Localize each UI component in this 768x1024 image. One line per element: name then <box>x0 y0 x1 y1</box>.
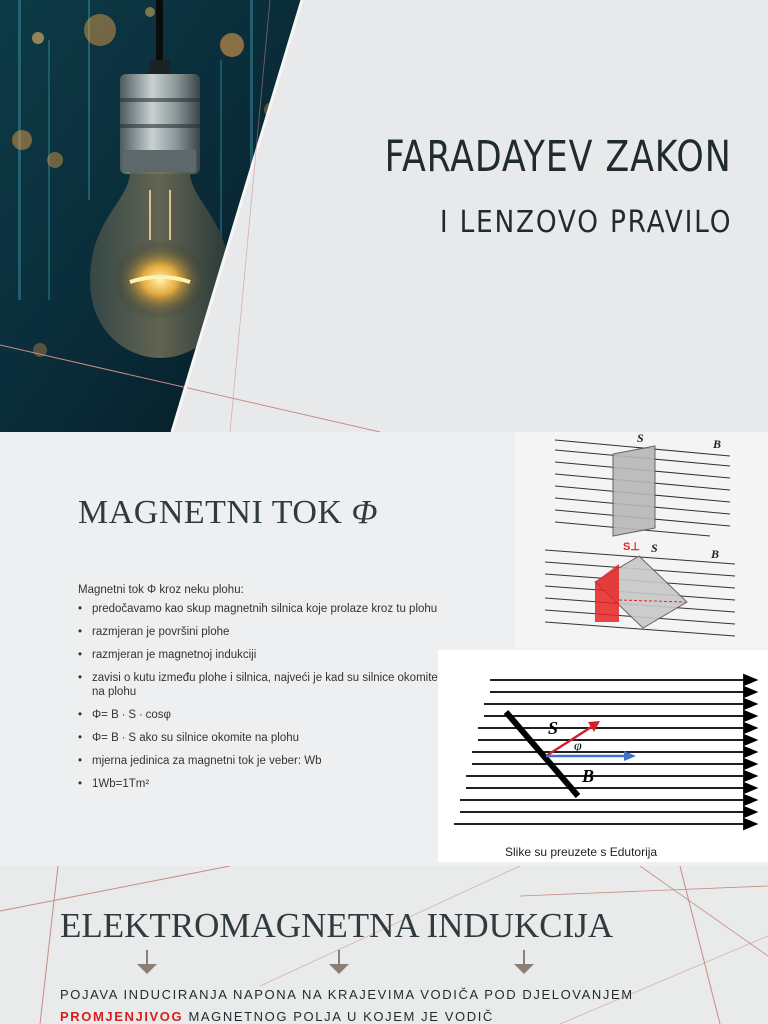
list-item: • Φ= B ∙ S ako su silnice okomite na plohu <box>78 731 438 745</box>
definition-line-1 <box>60 987 634 1002</box>
heading-symbol: Φ <box>351 494 378 531</box>
section-heading <box>78 494 378 532</box>
definition-rest-2: MAGNETNOG POLJA U KOJEM JE VODIČ <box>188 1009 494 1024</box>
list-item: • 1Wb=1Tm² <box>78 777 438 791</box>
list-item: • razmjeran je magnetnoj indukciji <box>78 648 438 662</box>
down-arrow-icons <box>137 950 534 974</box>
heading-text: MAGNETNI TOK <box>78 494 343 531</box>
label-s: S <box>637 432 644 445</box>
slide-title-text: FARADAYEV ZAKON <box>384 132 732 182</box>
label-phi: φ <box>574 739 582 754</box>
image-credit: Slike su preuzete s Edutorija <box>505 845 658 859</box>
slide-magnetic-flux <box>0 432 768 866</box>
list-item: • Φ= B ∙ S ∙ cosφ <box>78 708 438 722</box>
flux-diagram-top <box>515 432 768 648</box>
label-s-perp: S⊥ <box>623 541 640 553</box>
slide-induction <box>0 866 768 1024</box>
slide-subtitle-text: I LENZOVO PRAVILO <box>439 205 732 240</box>
flux-diagram-angle <box>438 650 768 862</box>
list-item: • razmjeran je površini plohe <box>78 625 438 639</box>
definition-line-2 <box>60 1009 494 1024</box>
label-b: B <box>713 437 722 451</box>
label-s-2: S <box>651 541 658 555</box>
list-item: • zavisi o kutu između plohe i silnica, najveći je kad su silnice okomite na plohu <box>78 671 438 699</box>
definition-rest-1: INDUCIRANJA NAPONA NA KRAJEVIMA VODIČA POD DJELOVANJEM <box>123 987 634 1002</box>
list-item: • mjerna jedinica za magnetni tok je veber: Wb <box>78 754 438 768</box>
highlight-word: PROMJENJIVOG <box>60 1009 184 1024</box>
bullet-list <box>78 602 438 800</box>
label-b-2: B <box>711 547 720 561</box>
label-b-vector: B <box>582 766 595 786</box>
section-heading: ELEKTROMAGNETNA INDUKCIJA <box>60 906 614 945</box>
list-item: • predočavamo kao skup magnetnih silnica koje prolaze kroz tu plohu <box>78 602 438 616</box>
slide-title <box>0 0 768 432</box>
label-s-vector: S <box>548 718 559 738</box>
definition-word-pojava: POJAVA <box>60 987 119 1002</box>
intro-text: Magnetni tok Φ kroz neku plohu: <box>78 584 244 596</box>
